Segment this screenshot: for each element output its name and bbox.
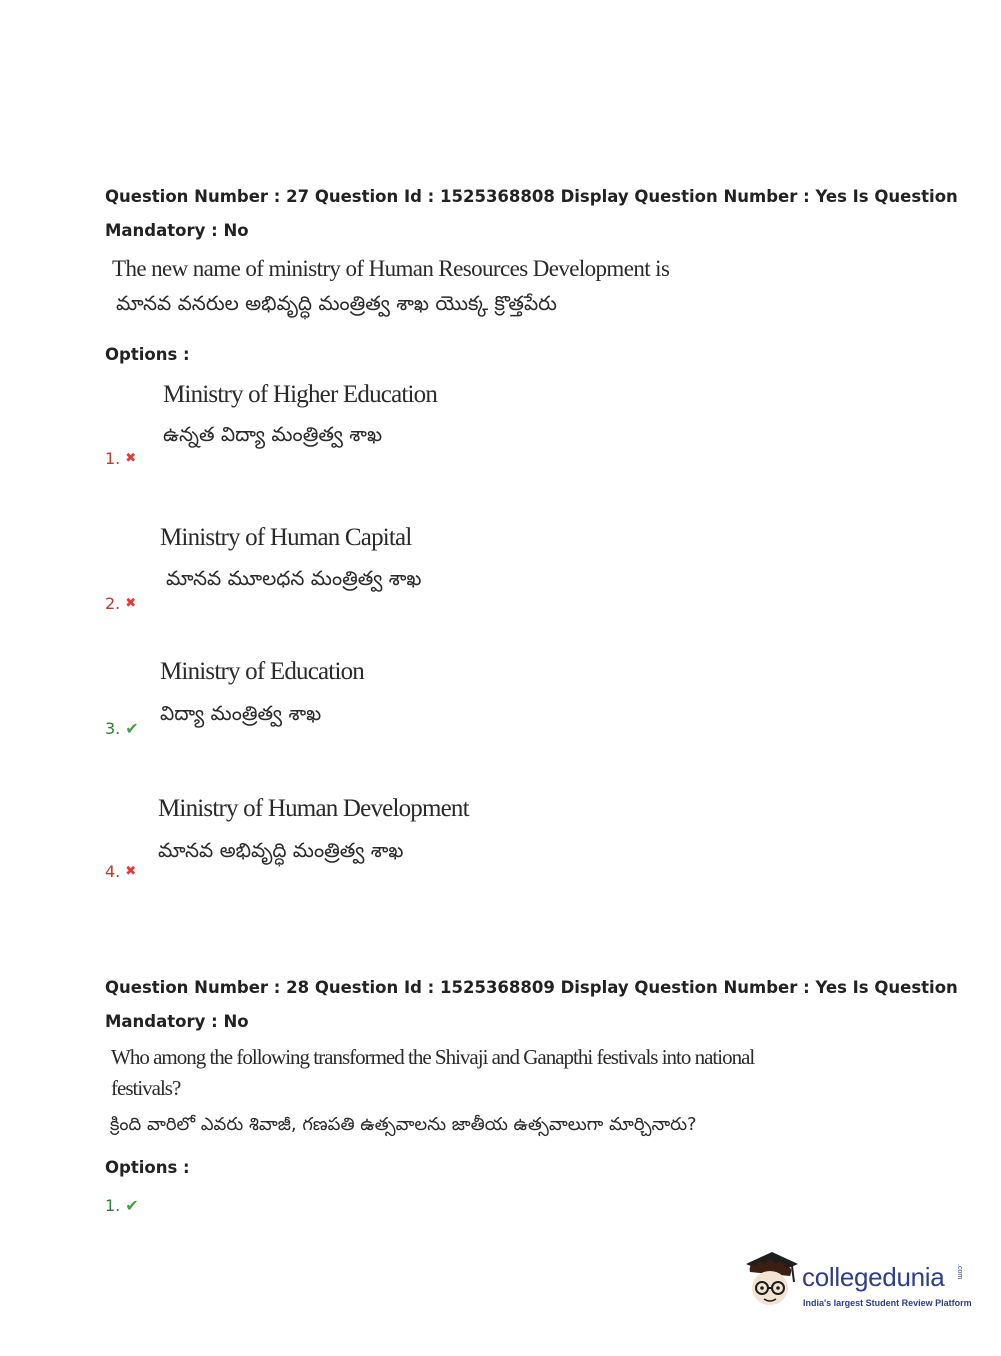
q27-option-2-text-te: మానవ మూలధన మంత్రిత్వ శాఖ — [166, 566, 422, 590]
q27-option-1-text-te: ఉన్నత విద్యా మంత్రిత్వ శాఖ — [163, 422, 383, 446]
logo-wordmark: collegedunia — [802, 1262, 945, 1292]
logo-tagline: India's largest Student Review Platform — [803, 1298, 972, 1308]
q28-question-text-en-line1: Who among the following transformed the Shivaji and Ganapthi festivals into national — [111, 1045, 755, 1069]
cross-icon: ✖ — [125, 451, 137, 466]
q27-option-2-number — [105, 594, 136, 613]
q27-header-line2: Mandatory : No — [105, 221, 249, 240]
q27-option-3-text-en: Ministry of Education — [160, 658, 365, 685]
q27-option-1-text-en: Ministry of Higher Education — [163, 381, 438, 408]
q28-header-line1: Question Number : 28 Question Id : 1525368809 Display Question Number : Yes Is Question — [105, 978, 958, 997]
q27-options-label: Options : — [105, 345, 190, 364]
q27-option-3-text-te: విద్యా మంత్రిత్వ శాఖ — [160, 701, 322, 725]
q27-header-line1: Question Number : 27 Question Id : 1525368808 Display Question Number : Yes Is Question — [105, 187, 958, 206]
q28-question-text-te: క్రింది వారిలో ఎవరు శివాజీ, గణపతి ఉత్సవాలను జాతీయ ఉత్సవాలుగా మార్చినారు? — [110, 1114, 697, 1135]
option-number: 1. — [105, 1196, 121, 1215]
check-icon: ✔ — [125, 719, 139, 738]
logo-suffix: .com — [956, 1264, 963, 1280]
q27-option-1-number — [105, 449, 136, 468]
mascot-icon — [742, 1248, 800, 1310]
cross-icon: ✖ — [125, 864, 137, 879]
q28-header-line2: Mandatory : No — [105, 1012, 249, 1031]
option-number: 4. — [105, 862, 121, 881]
q27-option-4-number — [105, 862, 136, 881]
q28-question-text-en-line2: festivals? — [111, 1076, 181, 1100]
option-number: 3. — [105, 719, 121, 738]
q28-options-label: Options : — [105, 1158, 190, 1177]
q27-question-text-en: The new name of ministry of Human Resources Development is — [112, 256, 670, 281]
q27-option-4-text-en: Ministry of Human Development — [158, 795, 469, 822]
q27-option-4-text-te: మానవ అభివృద్ధి మంత్రిత్వ శాఖ — [158, 838, 404, 862]
q27-question-text-te: మానవ వనరుల అభివృద్ధి మంత్రిత్వ శాఖ యొక్క క్రొత్తపేరు — [116, 291, 557, 315]
option-number: 1. — [105, 449, 121, 468]
q27-option-3-number — [105, 719, 139, 738]
collegedunia-logo — [742, 1248, 972, 1318]
q28-option-1-number — [105, 1196, 139, 1215]
cross-icon: ✖ — [125, 596, 137, 611]
check-icon: ✔ — [125, 1196, 139, 1215]
option-number: 2. — [105, 594, 121, 613]
q27-option-2-text-en: Ministry of Human Capital — [160, 524, 412, 551]
